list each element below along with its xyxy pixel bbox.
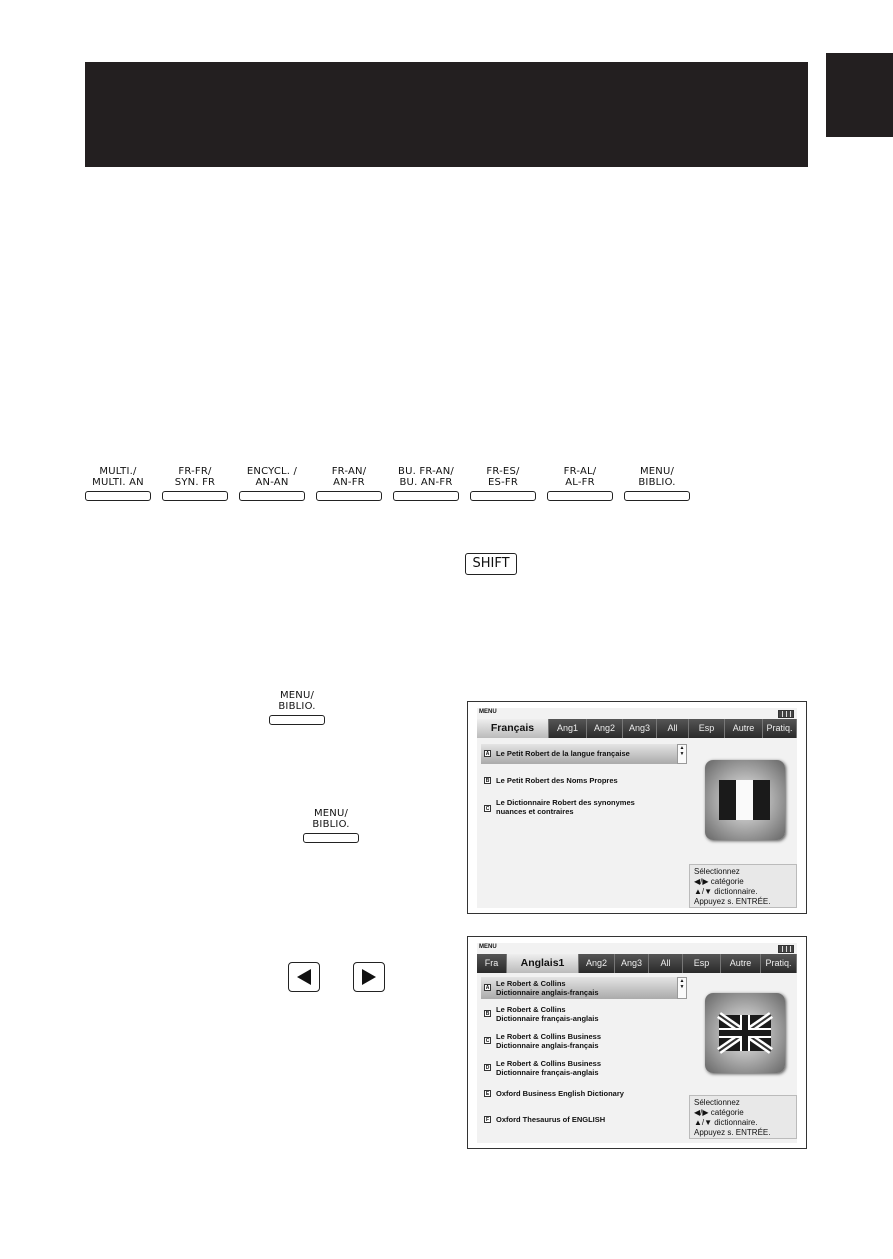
help-box — [689, 864, 797, 908]
key-cap — [85, 491, 151, 501]
left-triangle-icon — [295, 968, 313, 986]
key-cap — [239, 491, 305, 501]
item-mark: F — [485, 1117, 490, 1123]
key-fr-es[interactable] — [470, 466, 536, 501]
tab-esp[interactable]: Esp — [683, 954, 721, 973]
tab-autre[interactable]: Autre — [725, 719, 763, 738]
key-cap — [303, 833, 359, 843]
key-menu-biblio[interactable] — [624, 466, 690, 501]
item-mark: B — [485, 1011, 490, 1017]
key-cap — [470, 491, 536, 501]
category-tabs — [477, 954, 797, 973]
union-jack-icon — [705, 993, 785, 1073]
help-line: ▲/▼ dictionnaire. — [694, 887, 758, 896]
help-line: ▲/▼ dictionnaire. — [694, 1118, 758, 1127]
screen-header — [477, 708, 797, 718]
shift-key[interactable]: SHIFT — [465, 553, 517, 575]
tab-ang3[interactable]: Ang3 — [615, 954, 649, 973]
item-text: Le Petit Robert des Noms Propres — [496, 776, 618, 785]
title-banner — [85, 62, 808, 167]
scrollbar[interactable]: ▲ ▼ — [677, 744, 687, 764]
list-item[interactable] — [481, 798, 687, 820]
menu-biblio-key-inline-2[interactable] — [302, 808, 360, 843]
left-arrow-key[interactable] — [288, 962, 320, 992]
list-item[interactable] — [481, 744, 687, 764]
key-label: BU. FR-AN/ BU. AN-FR — [398, 466, 454, 488]
key-label: MENU/ BIBLIO. — [638, 466, 676, 488]
list-item[interactable] — [481, 1087, 687, 1101]
french-flag-icon — [705, 760, 785, 840]
key-cap — [547, 491, 613, 501]
tab-ang2[interactable]: Ang2 — [579, 954, 615, 973]
item-text: Oxford Thesaurus of ENGLISH — [496, 1115, 606, 1124]
tab-ang3[interactable]: Ang3 — [623, 719, 657, 738]
key-label: FR-FR/ SYN. FR — [174, 466, 216, 488]
key-multi[interactable] — [85, 466, 151, 501]
key-cap — [162, 491, 228, 501]
key-label: MENU/ BIBLIO. — [312, 808, 350, 830]
item-text: Le Robert & Collins Dictionnaire anglais-français — [496, 979, 599, 997]
item-mark: D — [485, 1065, 490, 1071]
list-item[interactable] — [481, 1113, 687, 1127]
battery-icon — [778, 710, 794, 718]
key-label: FR-ES/ ES-FR — [486, 466, 520, 488]
key-encycl[interactable] — [239, 466, 305, 501]
tab-anglais1[interactable]: Anglais1 — [507, 954, 579, 973]
item-mark: A — [485, 985, 490, 991]
key-cap — [393, 491, 459, 501]
dictionary-key-row — [85, 466, 690, 501]
tab-ang1[interactable]: Ang1 — [549, 719, 587, 738]
item-text: Le Petit Robert de la langue française — [496, 749, 630, 758]
list-item[interactable] — [481, 1003, 687, 1025]
item-text: Le Dictionnaire Robert des synonymes nuances et contraires — [496, 798, 635, 816]
help-line: ◀/▶ catégorie — [694, 877, 744, 886]
key-fr-fr[interactable] — [162, 466, 228, 501]
tab-all[interactable]: All — [649, 954, 683, 973]
screen-header — [477, 943, 797, 953]
item-text: Oxford Business English Dictionary — [496, 1089, 624, 1098]
screen-menu-francais — [467, 701, 807, 914]
right-triangle-icon — [360, 968, 378, 986]
item-text: Le Robert & Collins Dictionnaire français-anglais — [496, 1005, 599, 1023]
help-line: Sélectionnez — [694, 1098, 740, 1107]
help-line: Sélectionnez — [694, 867, 740, 876]
key-label: FR-AN/ AN-FR — [331, 466, 367, 488]
tab-ang2[interactable]: Ang2 — [587, 719, 623, 738]
item-mark: E — [485, 1091, 490, 1097]
item-mark: A — [485, 751, 490, 757]
tab-autre[interactable]: Autre — [721, 954, 761, 973]
list-item[interactable] — [481, 977, 687, 999]
tab-pratiq[interactable]: Pratiq. — [761, 954, 797, 973]
tab-francais[interactable]: Français — [477, 719, 549, 738]
tab-all[interactable]: All — [657, 719, 689, 738]
key-cap — [316, 491, 382, 501]
tab-fra[interactable]: Fra — [477, 954, 507, 973]
item-mark: C — [485, 806, 490, 812]
key-fr-an[interactable] — [316, 466, 382, 501]
key-label: ENCYCL. / AN-AN — [246, 466, 298, 488]
key-label: MULTI./ MULTI. AN — [92, 466, 144, 488]
item-mark: C — [485, 1038, 490, 1044]
list-item[interactable] — [481, 1030, 687, 1052]
section-tab-marker — [826, 53, 893, 137]
item-mark: B — [485, 778, 490, 784]
key-label: MENU/ BIBLIO. — [278, 690, 316, 712]
tab-pratiq[interactable]: Pratiq. — [763, 719, 797, 738]
screen-menu-label: MENU — [479, 709, 497, 715]
list-item[interactable] — [481, 774, 687, 788]
help-box — [689, 1095, 797, 1139]
key-cap — [269, 715, 325, 725]
scrollbar[interactable]: ▲ ▼ — [677, 977, 687, 999]
help-line: Appuyez s. ENTRÉE. — [694, 1128, 771, 1137]
help-line: ◀/▶ catégorie — [694, 1108, 744, 1117]
item-text: Le Robert & Collins Business Dictionnaire anglais-français — [496, 1032, 602, 1050]
list-item[interactable] — [481, 1057, 687, 1079]
battery-icon — [778, 945, 794, 953]
key-cap — [624, 491, 690, 501]
screen-menu-anglais — [467, 936, 807, 1149]
key-fr-al[interactable] — [547, 466, 613, 501]
help-line: Appuyez s. ENTRÉE. — [694, 897, 771, 906]
right-arrow-key[interactable] — [353, 962, 385, 992]
category-tabs — [477, 719, 797, 738]
key-label: FR-AL/ AL-FR — [563, 466, 597, 488]
menu-biblio-key-inline-1[interactable] — [268, 690, 326, 725]
key-bu-fr-an[interactable] — [393, 466, 459, 501]
item-text: Le Robert & Collins Business Dictionnaire français-anglais — [496, 1059, 602, 1077]
tab-esp[interactable]: Esp — [689, 719, 725, 738]
screen-menu-label: MENU — [479, 944, 497, 950]
